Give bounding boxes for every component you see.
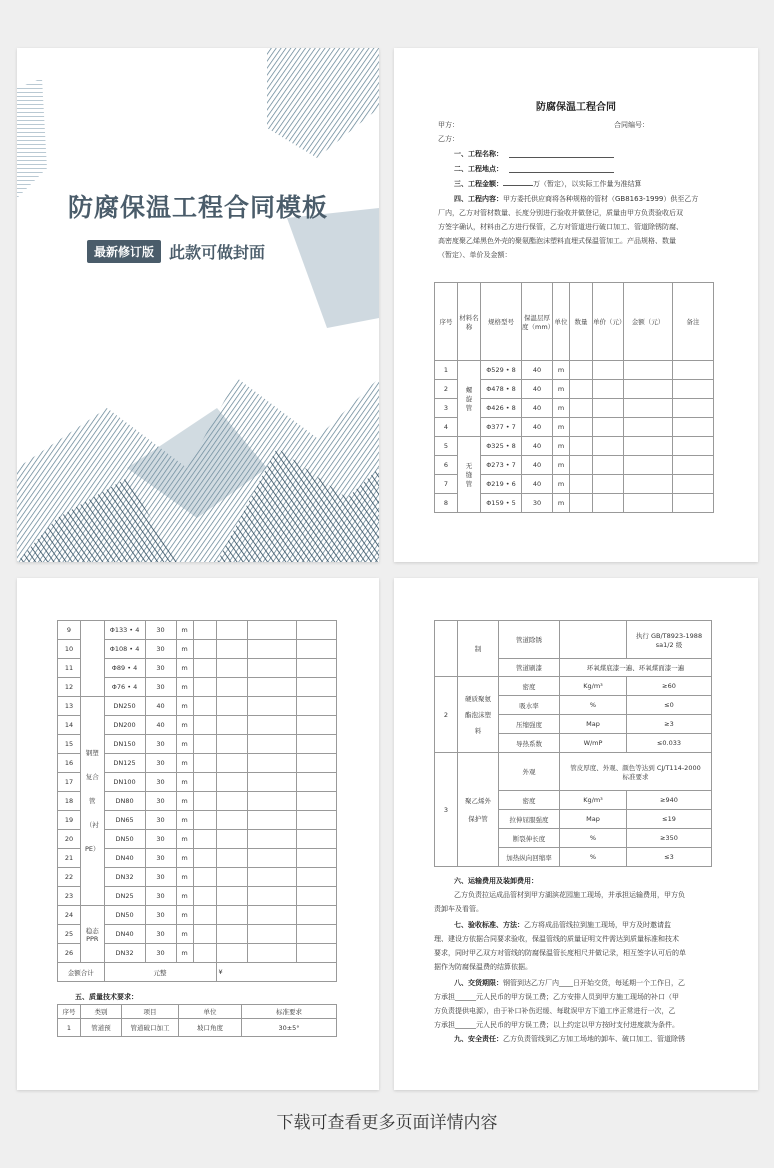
contract-page-1 [394, 48, 758, 562]
contract-page-3 [394, 578, 758, 1090]
total-row: 金额合计 元整 ¥ [58, 963, 337, 982]
item-3: 三、工程金额： 万（暂定），以实际工作量为准结算 [454, 177, 642, 191]
table-row: 4 Φ377 • 7 40 m [435, 418, 714, 437]
cover-note: 此款可做封面 [169, 243, 266, 262]
table-row: 23 DN25 30 m [58, 887, 337, 906]
table-row: 17 DN100 30 m [58, 773, 337, 792]
party-a: 甲方： [438, 121, 459, 129]
table-row: 拉伸屈服强度 Map ≤19 [435, 810, 712, 829]
table-row: 1 螺旋管 Φ529 • 8 40 m [435, 361, 714, 380]
table-row: 8 Φ159 • 5 30 m [435, 494, 714, 513]
item-2: 二、工程地点： [454, 165, 503, 173]
cover-title: 防腐保温工程合同模板 [67, 193, 328, 222]
item-4: 四、工程内容：甲方委托供应商将各种规格的管材（GB8163-1999）供至乙方 厂内，乙方对管材数量、长度分别进行验收并做登记，质量由甲方负责验收后双 方签字确认，材料由乙方进行保管，乙方对管道进行破口加工、管道除锈防腐、 高密度聚乙烯黑色外壳的聚氨酯泡沫塑料直埋式保温管加工。产品规格、数量 （暂定）、单价及金额： [438, 195, 699, 259]
table-row: 12 Φ76 • 4 30 m [58, 678, 337, 697]
contract-no: 合同编号： [614, 121, 649, 129]
section-5: 五、质量技术要求： [75, 993, 138, 1001]
download-footer: 下载可查看更多页面详情内容 [276, 1113, 498, 1133]
table-row: 2 Φ478 • 8 40 m [435, 380, 714, 399]
item-1-line [509, 157, 614, 158]
quality-table: 序号 类别 项目 单位 标准要求 1 管道预 管道破口加工 坡口角度 30±5° [57, 1004, 337, 1037]
item-1: 一、工程名称： [454, 150, 503, 158]
section-7: 七、验收标准、方法：乙方将成品管线拉到施工现场，甲方及时邀请监 [454, 921, 671, 929]
table-row: 1 管道预 管道破口加工 坡口角度 30±5° [58, 1019, 337, 1037]
contract-page-2 [17, 578, 379, 1090]
party-b: 乙方： [438, 135, 459, 143]
table-row: 15 DN150 30 m [58, 735, 337, 754]
table-row: 3 聚乙烯外保护管 外观 管皮厚度、外观、颜色等达到 CJ/T114-2000 标准要求 [435, 753, 712, 791]
table-row: 14 DN200 40 m [58, 716, 337, 735]
section-8: 八、交货期限：钢管到达乙方厂内____日开始交货，每延期一个工作日，乙 [454, 979, 685, 987]
table-row: 断裂伸长度 % ≥350 [435, 829, 712, 848]
table-row: 24 稳态PPR DN50 30 m [58, 906, 337, 925]
table-row: 2 硬质聚氨酯泡沫塑料 密度 Kg/m³ ≥60 [435, 677, 712, 696]
cover-pattern [17, 48, 379, 562]
quality-table-continued: 制 管道除锈 执行 GB/T8923-1988 sa1/2 级 管道刷漆 环氧煤底漆一遍、环氧煤面漆一遍 2 硬质聚氨酯泡沫塑料 密度 Kg/m³ ≥60 吸水率 % ≤0 压缩强度 Map ≥3 导热系数 W/mP ≤0.033 3 聚乙烯外保护管 外观 管皮厚度、外观、颜色等达到 CJ/T114-2000 标准要求 密度 Kg/m³ ≥940 拉伸屈服强度 Map ≤19 断裂伸长度 % ≥350 加热纵向回缩率 % ≤3 [434, 620, 712, 867]
table-row: 13 钢塑复合管（衬PE） DN250 40 m [58, 697, 337, 716]
revision-badge: 最新修订版 [87, 240, 161, 263]
section-6: 六、运输费用及装卸费用： [454, 877, 538, 885]
table-row: 导热系数 W/mP ≤0.033 [435, 734, 712, 753]
table-row: 5 无缝管 Φ325 • 8 40 m [435, 437, 714, 456]
pipe-table-continued [57, 620, 337, 982]
pipe-table [434, 282, 714, 513]
table-row: 16 DN125 30 m [58, 754, 337, 773]
table-header-row: 序号 材料名称 规格型号 保温层厚度（mm） 单位 数量 单价（元） 金额（元） 备注 [435, 283, 714, 361]
table-row: 10 Φ108 • 4 30 m [58, 640, 337, 659]
table-row: 压缩强度 Map ≥3 [435, 715, 712, 734]
cover-page [17, 48, 379, 562]
table-row: 20 DN50 30 m [58, 830, 337, 849]
table-row: 6 Φ273 • 7 40 m [435, 456, 714, 475]
table-row: 19 DN65 30 m [58, 811, 337, 830]
table-row: 26 DN32 30 m [58, 944, 337, 963]
table-row: 21 DN40 30 m [58, 849, 337, 868]
table-row: 25 DN40 30 m [58, 925, 337, 944]
table-row: 密度 Kg/m³ ≥940 [435, 791, 712, 810]
clauses: 六、运输费用及装卸费用： 乙方负责拉运成品管材到甲方湖滨花园施工现场，并承担运输费用，甲方负 责卸车及看管。 七、验收标准、方法：乙方将成品管线拉到施工现场，甲方及时邀请监 理、建设方依据合同要求验收，保温管线的质量证明文件需达到质量标准和技术 要求，同时甲乙双方对管线的防腐保温管长度相尺并做记录，相互签字认可后的单 据作为防腐保温费的结算依据。 八、交货期限：钢管到达乙方厂内____日开始交货，每延期一个工作日，乙 方承担______元人民币的甲方误工费；乙方安排人员到甲方施工现场的补口（甲 方负责提供电源），由于补口补伤迟缓、每耽误甲方下道工序正常进行一次，乙 方承担______元人民币的甲方误工费；以上约定以甲方按时支付进度款为条件。 九、安全责任：乙方负责管线到乙方加工场地的卸车、破口加工、管道除锈 [434, 874, 718, 1046]
table-row: 18 DN80 30 m [58, 792, 337, 811]
section-9: 九、安全责任：乙方负责管线到乙方加工场地的卸车、破口加工、管道除锈 [454, 1035, 685, 1043]
table-row: 3 Φ426 • 8 40 m [435, 399, 714, 418]
table-row: 22 DN32 30 m [58, 868, 337, 887]
table-row: 7 Φ219 • 6 40 m [435, 475, 714, 494]
table-row: 吸水率 % ≤0 [435, 696, 712, 715]
table-row: 9 Φ133 • 4 30 m [58, 621, 337, 640]
item-2-line [509, 172, 614, 173]
table-row: 11 Φ89 • 4 30 m [58, 659, 337, 678]
table-row: 加热纵向回缩率 % ≤3 [435, 848, 712, 867]
contract-title: 防腐保温工程合同 [536, 102, 616, 113]
cover-subtitle [87, 240, 265, 263]
